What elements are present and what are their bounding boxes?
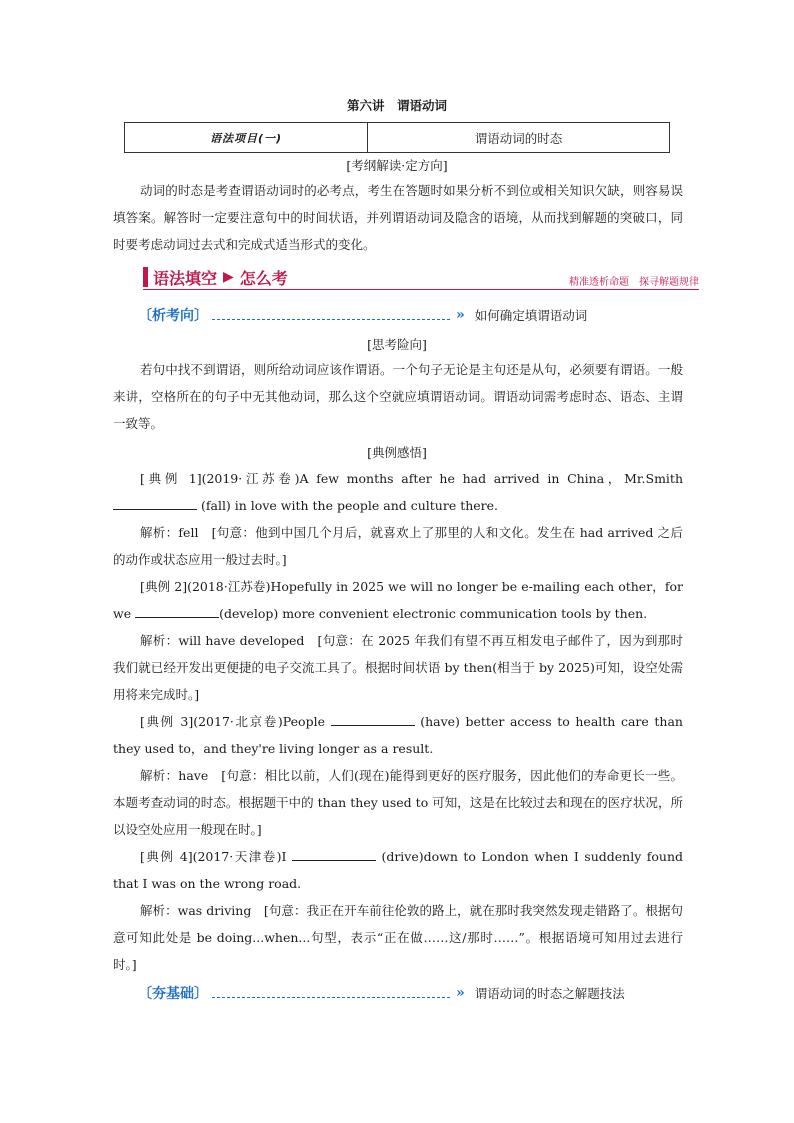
banner-divider [143,289,699,290]
example-question-a: [典例 3](2017·北京卷)People [140,714,325,729]
example-question-b: (develop) more convenient electronic communication tools by then. [219,606,648,621]
section-tag: 〔夯基础〕 [138,986,208,1002]
dashed-line [212,989,450,998]
example-question-b: (fall) in love with the people and culture there. [200,498,499,513]
banner-title-b: 怎么考 [239,268,288,288]
example-answer: 解析：will have developed [句意：在 2025 年我们有望不再互相发电子邮件了，因为到那时我们就已经开发出更便捷的电子交流工具了。根据时间状语 by then(相当于 by 2025)可知，设空处需用将来完成时。] [113,633,683,702]
dashed-line [212,311,450,320]
example-question [113,708,683,762]
grammar-item-label: 语法项目(一) [125,123,368,153]
banner-bar [143,267,148,287]
section-title: 谓语动词的时态之解题技法 [474,986,625,1001]
grammar-item-topic: 谓语动词的时态 [368,123,670,153]
section-banner [143,265,699,291]
triangle-right-icon: ▶ [223,269,234,285]
section-tag: 〔析考向〕 [138,308,208,324]
example-question [113,573,683,627]
example-question-a: [典例 1](2019·江苏卷)A few months after he had arrived in China，Mr.Smith [140,471,683,486]
example-answer: 解析：have [句意：相比以前，人们(现在)能得到更好的医疗服务，因此他们的寿命更长一些。本题考查动词的时态。根据题干中的 than they used to 可知，这是在比较过去和现在的医疗状况，所以设空处应用一般现在时。] [113,768,683,837]
think-paragraph [113,356,683,437]
page-title: 第六讲 谓语动词 [346,98,447,113]
answer-blank [135,605,219,618]
example-answer: 解析：fell [句意：他到中国几个月后，就喜欢上了那里的人和文化。发生在 had arrived 之后的动作或状态应用一般过去时。] [113,525,683,567]
intro-paragraph [113,177,683,258]
banner-title-a: 语法填空 [153,268,218,288]
section-title: 如何确定填谓语动词 [474,308,588,323]
examples-heading: [典例感悟] [367,445,427,460]
double-chevron-icon: » [456,985,465,1001]
answer-blank [331,713,415,726]
example-question [113,465,683,519]
intro-text: 动词的时态是考查谓语动词时的必考点，考生在答题时如果分析不到位或相关知识欠缺，则容易误填答案。解答时一定要注意句中的时间状语，并列谓语动词及隐含的语境，从而找到解题的突破口，同时要考虑动词过去式和完成式适当形式的变化。 [113,183,683,252]
example-question-a: [典例 4](2017·天津卷)I [140,849,287,864]
example-question [113,843,683,897]
grammar-item-table [124,122,670,153]
example-question-a: [典例 2](2018·江苏卷)Hopefully in 2025 we will no longer be e-mailing each other，for we [113,579,683,621]
answer-blank [292,848,376,861]
think-heading: [思考险向] [367,337,427,352]
banner-title [143,265,288,289]
section-analyze [138,304,587,326]
outline-heading: [考纲解读·定方向] [346,158,448,173]
answer-blank [113,497,197,510]
example-question-b: (have) better access to health care than they used to，and they're living longer as a result. [113,714,683,756]
banner-slogan: 精准透析命题 探寻解题规律 [569,277,699,288]
example-answer: 解析：was driving [句意：我正在开车前往伦敦的路上，就在那时我突然发现走错路了。根据句意可知此处是 be doing...when...句型，表示“正在做……这/那时……”。根据语境可知用过去进行时。] [113,903,683,972]
double-chevron-icon: » [456,307,465,323]
think-text: 若句中找不到谓语，则所给动词应该作谓语。一个句子无论是主句还是从句，必须要有谓语。一般来讲，空格所在的句子中无其他动词，那么这个空就应填谓语动词。谓语动词需考虑时态、语态、主谓一致等。 [113,362,683,431]
examples-block [113,465,683,978]
section-foundation [138,982,625,1004]
example-question-b: (drive)down to London when I suddenly found that I was on the wrong road. [113,849,683,891]
